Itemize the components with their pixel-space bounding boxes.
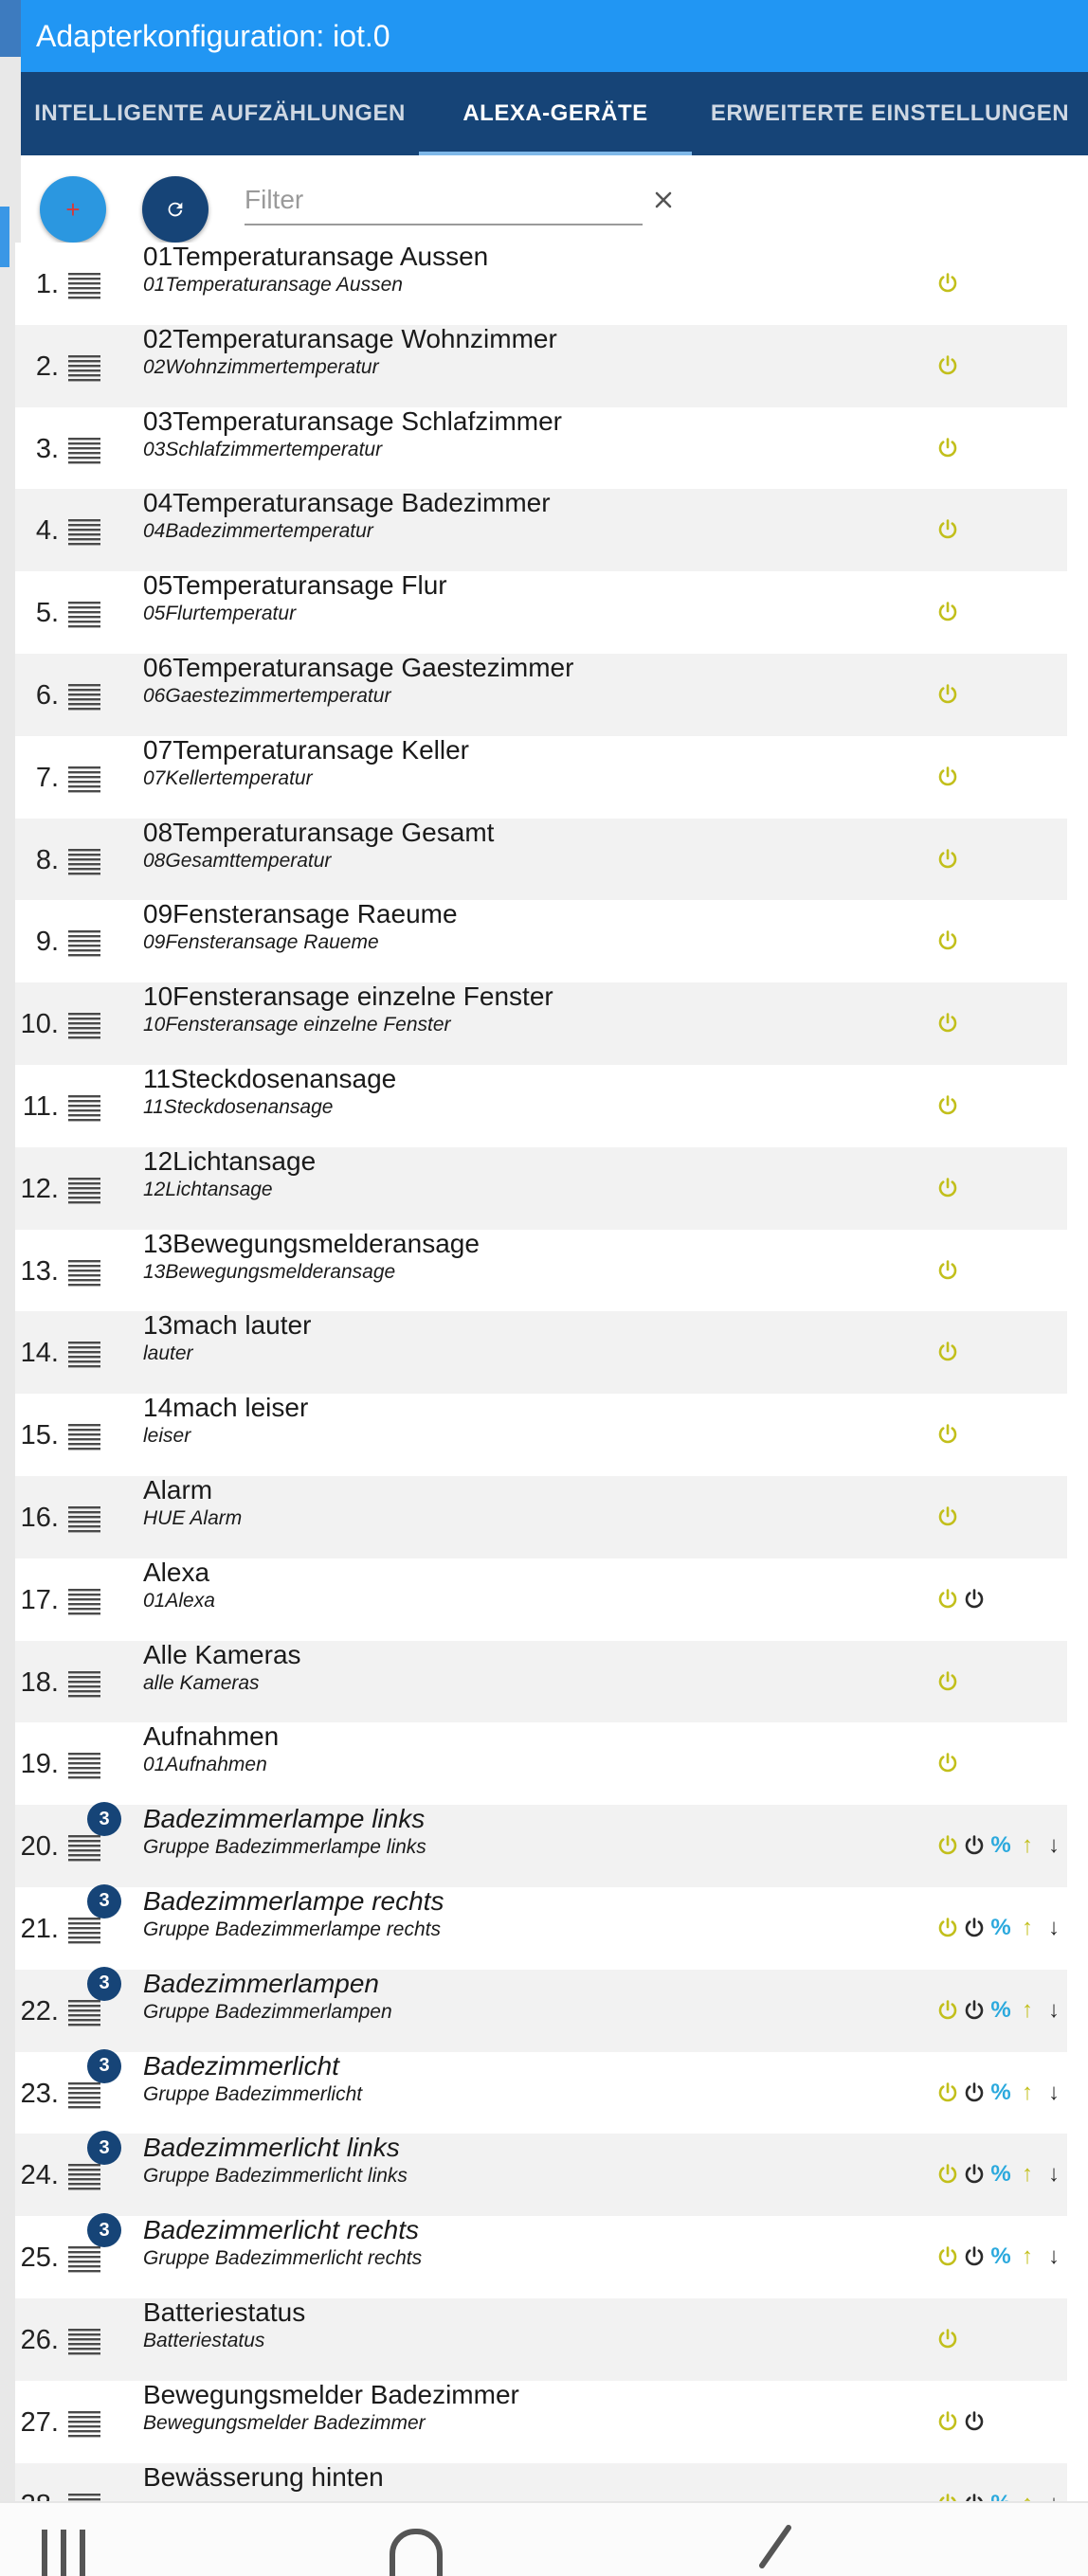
- drag-handle-icon[interactable]: [66, 353, 102, 382]
- power-on-button[interactable]: [934, 1832, 961, 1859]
- device-action-icons: [934, 2243, 1067, 2271]
- drag-handle-icon[interactable]: [66, 2409, 102, 2438]
- power-on-button[interactable]: [934, 599, 961, 625]
- row-number: 17.: [20, 1584, 59, 1615]
- power-on-button[interactable]: [934, 1915, 961, 1941]
- back-icon[interactable]: [735, 2513, 802, 2576]
- device-description: leiser: [143, 1425, 191, 1448]
- percent-icon[interactable]: %: [990, 2243, 1011, 2270]
- power-on-button[interactable]: [934, 1504, 961, 1530]
- device-action-icons: [934, 1585, 988, 1613]
- android-navigation-bar: [0, 2501, 1088, 2576]
- row-number: 18.: [20, 1666, 59, 1698]
- device-action-icons: [934, 2079, 1067, 2107]
- row-number: 7.: [35, 762, 59, 793]
- dialog-titlebar: [21, 0, 1088, 72]
- drag-handle-icon[interactable]: [66, 436, 102, 464]
- power-on-button[interactable]: [934, 681, 961, 708]
- device-name[interactable]: 08Temperaturansage Gesamt: [143, 817, 495, 847]
- row-number: 1.: [35, 269, 59, 299]
- device-description: 12Lichtansage: [143, 1178, 273, 1200]
- dialog-title: Adapterkonfiguration: iot.0: [36, 18, 390, 53]
- device-action-icons: [934, 1091, 961, 1120]
- power-on-icon[interactable]: [936, 1094, 959, 1117]
- device-row[interactable]: [15, 2216, 1067, 2298]
- group-count-badge: 3: [87, 2131, 121, 2165]
- device-action-icons: [934, 1256, 961, 1285]
- drag-handle-icon[interactable]: [66, 1916, 102, 1944]
- power-off-icon[interactable]: [963, 1834, 986, 1857]
- device-row[interactable]: [15, 325, 1067, 407]
- percent-icon[interactable]: %: [990, 2161, 1011, 2188]
- device-row[interactable]: [15, 489, 1067, 571]
- row-number: 9.: [35, 927, 59, 958]
- row-number: 2.: [35, 351, 59, 382]
- power-on-button[interactable]: [934, 352, 961, 379]
- percent-icon[interactable]: %: [990, 1996, 1011, 2023]
- device-name[interactable]: Aufnahmen: [143, 1721, 280, 1752]
- device-action-icons: [934, 351, 961, 380]
- drag-handle-icon[interactable]: [66, 517, 102, 546]
- device-description: 01Alexa: [143, 1589, 215, 1612]
- power-on-button[interactable]: [934, 1421, 961, 1448]
- power-on-icon[interactable]: [936, 1341, 959, 1363]
- drag-handle-icon[interactable]: [66, 1176, 102, 1204]
- row-number: 3.: [35, 433, 59, 464]
- power-on-icon[interactable]: [936, 1177, 959, 1199]
- row-number: 15.: [20, 1420, 59, 1451]
- drag-handle-icon[interactable]: [66, 1669, 102, 1698]
- device-name[interactable]: 07Temperaturansage Keller: [143, 734, 469, 765]
- power-on-button[interactable]: [934, 2326, 961, 2352]
- device-name[interactable]: Badezimmerlicht rechts: [143, 2215, 419, 2245]
- arrow-up-icon[interactable]: ↑: [1022, 2243, 1033, 2270]
- tab-smart-enums[interactable]: [21, 72, 419, 155]
- refresh-button[interactable]: [142, 176, 209, 243]
- power-on-icon[interactable]: [936, 1834, 959, 1857]
- device-description: 11Steckdosenansage: [143, 1095, 334, 1118]
- recent-apps-icon[interactable]: [38, 2513, 91, 2576]
- drag-handle-icon[interactable]: [66, 1998, 102, 2027]
- row-number: 16.: [20, 1502, 59, 1533]
- power-off-icon[interactable]: [963, 1917, 986, 1939]
- power-on-button[interactable]: [934, 1586, 961, 1612]
- device-row[interactable]: [15, 1147, 1067, 1230]
- background-selection-marker: [0, 207, 9, 267]
- power-on-icon[interactable]: [936, 437, 959, 459]
- power-on-icon[interactable]: [936, 2245, 959, 2268]
- tab-bar: [21, 72, 1088, 155]
- device-action-icons: [934, 1831, 1067, 1860]
- device-description: 06Gaestezimmertemperatur: [143, 684, 391, 707]
- tab-alexa-devices[interactable]: [419, 72, 692, 155]
- device-row[interactable]: [15, 571, 1067, 654]
- row-number: 4.: [35, 515, 59, 547]
- power-on-button[interactable]: [934, 1997, 961, 2024]
- percent-icon[interactable]: %: [990, 1832, 1011, 1859]
- refresh-icon: [165, 199, 186, 220]
- row-number: 23.: [20, 2078, 59, 2109]
- device-name[interactable]: 01Temperaturansage Aussen: [143, 242, 489, 271]
- device-name[interactable]: Alarm: [143, 1474, 213, 1504]
- power-on-icon[interactable]: [936, 354, 959, 377]
- device-action-icons: [934, 845, 961, 874]
- power-on-button[interactable]: [934, 1750, 961, 1776]
- device-row[interactable]: [15, 982, 1067, 1065]
- device-description: Gruppe Badezimmerlicht rechts: [143, 2247, 423, 2270]
- device-action-icons: [934, 269, 961, 297]
- percent-icon[interactable]: %: [990, 1914, 1011, 1940]
- device-row[interactable]: [15, 1722, 1067, 1805]
- tab-label: ALEXA-GERÄTE: [462, 100, 648, 126]
- row-number: 8.: [35, 844, 59, 875]
- device-name[interactable]: 04Temperaturansage Badezimmer: [143, 488, 551, 518]
- row-number: 6.: [35, 679, 59, 711]
- device-row[interactable]: [15, 1805, 1067, 1887]
- arrow-up-icon[interactable]: ↑: [1022, 1832, 1033, 1859]
- device-row[interactable]: [15, 2052, 1067, 2135]
- row-number: 19.: [20, 1749, 59, 1780]
- device-row[interactable]: [15, 654, 1067, 736]
- power-off-button[interactable]: [961, 1832, 988, 1859]
- power-on-button[interactable]: [934, 516, 961, 543]
- device-action-icons: [934, 1009, 961, 1037]
- power-off-button[interactable]: [961, 2243, 988, 2270]
- power-on-button[interactable]: [934, 764, 961, 790]
- device-name[interactable]: Badezimmerlampe rechts: [143, 1885, 444, 1916]
- percent-icon[interactable]: %: [990, 2079, 1011, 2105]
- row-number: 21.: [20, 1913, 59, 1944]
- device-description: 02Wohnzimmertemperatur: [143, 355, 379, 378]
- tab-label: INTELLIGENTE AUFZÄHLUNGEN: [34, 100, 406, 126]
- device-name[interactable]: Alexa: [143, 1557, 210, 1587]
- drag-handle-icon[interactable]: [66, 1833, 102, 1862]
- power-on-button[interactable]: [934, 1257, 961, 1284]
- power-on-button[interactable]: [934, 2408, 961, 2435]
- device-action-icons: [934, 598, 961, 626]
- group-count-badge: 3: [87, 2049, 121, 2083]
- power-on-button[interactable]: [934, 270, 961, 297]
- device-name[interactable]: 03Temperaturansage Schlafzimmer: [143, 405, 562, 436]
- power-on-button[interactable]: [934, 1339, 961, 1365]
- device-name[interactable]: Batteriestatus: [143, 2297, 306, 2327]
- power-off-icon[interactable]: [963, 2245, 986, 2268]
- device-action-icons: [934, 1667, 961, 1696]
- drag-handle-icon[interactable]: [66, 2244, 102, 2273]
- clear-filter-button[interactable]: [644, 176, 682, 224]
- device-action-icons: [934, 1174, 961, 1202]
- device-row[interactable]: [15, 819, 1067, 901]
- drag-handle-icon[interactable]: [66, 928, 102, 957]
- power-on-icon[interactable]: [936, 1505, 959, 1528]
- power-off-icon[interactable]: [963, 1588, 986, 1611]
- row-number: 20.: [20, 1831, 59, 1863]
- row-number: 13.: [20, 1255, 59, 1287]
- close-icon: [654, 190, 673, 209]
- device-action-icons: [934, 927, 961, 955]
- power-on-button[interactable]: [934, 846, 961, 873]
- device-action-icons: [934, 1996, 1067, 2025]
- device-row[interactable]: [15, 1641, 1067, 1723]
- device-action-icons: [934, 434, 961, 462]
- device-description: 09Fensteransage Raueme: [143, 931, 379, 954]
- power-off-button[interactable]: [961, 2408, 988, 2435]
- drag-handle-icon[interactable]: [66, 600, 102, 628]
- arrow-down-icon[interactable]: ↓: [1048, 1914, 1060, 1940]
- drag-handle-icon[interactable]: [66, 1340, 102, 1368]
- filter-input[interactable]: [245, 176, 643, 225]
- arrow-up-icon[interactable]: ↑: [1022, 1996, 1033, 2023]
- drag-handle-icon[interactable]: [66, 2327, 102, 2355]
- power-on-button[interactable]: [934, 1010, 961, 1036]
- power-off-button[interactable]: [961, 1586, 988, 1612]
- device-description: Gruppe Badezimmerlicht: [143, 2082, 363, 2105]
- device-description: 08Gesamttemperatur: [143, 849, 332, 872]
- device-name[interactable]: 13mach lauter: [143, 1310, 312, 1341]
- row-number: 24.: [20, 2160, 59, 2191]
- device-name[interactable]: 09Fensteransage Raeume: [143, 899, 458, 929]
- background-header: [0, 0, 21, 57]
- device-description: 03Schlafzimmertemperatur: [143, 438, 383, 460]
- power-on-button[interactable]: [934, 928, 961, 954]
- power-on-icon[interactable]: [936, 848, 959, 871]
- drag-handle-icon[interactable]: [66, 2081, 102, 2109]
- device-action-icons: [934, 1420, 961, 1449]
- power-on-button[interactable]: [934, 435, 961, 461]
- power-on-icon[interactable]: [936, 601, 959, 623]
- device-list: [15, 243, 1067, 2545]
- device-name[interactable]: 11Steckdosenansage: [143, 1063, 397, 1093]
- arrow-up-icon[interactable]: ↑: [1022, 1914, 1033, 1940]
- power-on-icon[interactable]: [936, 1670, 959, 1693]
- arrow-down-icon[interactable]: ↓: [1048, 2161, 1060, 2188]
- drag-handle-icon[interactable]: [66, 847, 102, 875]
- device-row[interactable]: [15, 1970, 1067, 2052]
- power-off-icon[interactable]: [963, 2081, 986, 2104]
- device-name[interactable]: Badezimmerlicht links: [143, 2133, 400, 2163]
- device-action-icons: [934, 1338, 961, 1366]
- power-off-icon[interactable]: [963, 2163, 986, 2186]
- power-on-button[interactable]: [934, 1092, 961, 1119]
- device-action-icons: [934, 1749, 961, 1777]
- device-description: 04Badezimmertemperatur: [143, 520, 373, 543]
- power-on-icon[interactable]: [936, 2163, 959, 2186]
- device-name[interactable]: Badezimmerlampen: [143, 1968, 379, 1998]
- device-name[interactable]: Bewegungsmelder Badezimmer: [143, 2379, 519, 2409]
- tab-extended-settings[interactable]: [692, 72, 1088, 155]
- device-name[interactable]: Bewässerung hinten: [143, 2461, 384, 2492]
- device-description: Batteriestatus: [143, 2329, 265, 2351]
- row-number: 10.: [20, 1009, 59, 1040]
- device-row[interactable]: [15, 1558, 1067, 1641]
- device-description: 01Temperaturansage Aussen: [143, 274, 403, 296]
- arrow-up-icon[interactable]: ↑: [1022, 2079, 1033, 2105]
- device-description: HUE Alarm: [143, 1506, 243, 1529]
- device-description: Gruppe Badezimmerlicht links: [143, 2165, 408, 2188]
- drag-handle-icon[interactable]: [66, 1751, 102, 1779]
- device-description: 05Flurtemperatur: [143, 603, 297, 625]
- power-off-button[interactable]: [961, 1915, 988, 1941]
- row-number: 27.: [20, 2406, 59, 2438]
- device-description: 01Aufnahmen: [143, 1754, 267, 1776]
- power-on-icon[interactable]: [936, 1588, 959, 1611]
- group-count-badge: 3: [87, 2213, 121, 2247]
- device-row[interactable]: [15, 1230, 1067, 1312]
- device-action-icons: [934, 763, 961, 791]
- device-row[interactable]: [15, 1887, 1067, 1970]
- power-on-icon[interactable]: [936, 518, 959, 541]
- device-name[interactable]: 05Temperaturansage Flur: [143, 570, 447, 601]
- drag-handle-icon[interactable]: [66, 1011, 102, 1039]
- device-description: Gruppe Badezimmerlampe links: [143, 1836, 426, 1859]
- device-description: lauter: [143, 1342, 193, 1365]
- device-row[interactable]: [15, 1065, 1067, 1147]
- device-row[interactable]: [15, 1311, 1067, 1394]
- device-action-icons: [934, 515, 961, 544]
- power-on-button[interactable]: [934, 2161, 961, 2188]
- row-number: 12.: [20, 1173, 59, 1204]
- device-row[interactable]: [15, 2381, 1067, 2463]
- drag-handle-icon[interactable]: [66, 682, 102, 711]
- power-on-icon[interactable]: [936, 929, 959, 952]
- arrow-down-icon[interactable]: ↓: [1048, 1832, 1060, 1859]
- device-description: 10Fensteransage einzelne Fenster: [143, 1014, 451, 1036]
- power-on-icon[interactable]: [936, 2410, 959, 2433]
- device-row[interactable]: [15, 2134, 1067, 2216]
- row-number: 14.: [20, 1338, 59, 1369]
- power-on-icon[interactable]: [936, 1423, 959, 1446]
- device-description: alle Kameras: [143, 1671, 260, 1694]
- power-on-icon[interactable]: [936, 766, 959, 788]
- power-on-button[interactable]: [934, 1668, 961, 1695]
- drag-handle-icon[interactable]: [66, 1093, 102, 1122]
- power-off-icon[interactable]: [963, 2410, 986, 2433]
- group-count-badge: 3: [87, 1967, 121, 2001]
- device-name[interactable]: Badezimmerlicht: [143, 2050, 339, 2081]
- row-number: 11.: [22, 1090, 59, 1122]
- device-name[interactable]: 06Temperaturansage Gaestezimmer: [143, 652, 574, 682]
- group-count-badge: 3: [87, 1884, 121, 1918]
- drag-handle-icon[interactable]: [66, 2162, 102, 2190]
- device-name[interactable]: Badezimmerlampe links: [143, 1804, 426, 1834]
- power-on-button[interactable]: [934, 2080, 961, 2106]
- device-description: Gruppe Badezimmerlampe rechts: [143, 1918, 441, 1940]
- row-number: 26.: [20, 2324, 59, 2355]
- power-on-button[interactable]: [934, 1175, 961, 1201]
- device-description: 13Bewegungsmelderansage: [143, 1260, 396, 1283]
- device-name[interactable]: 10Fensteransage einzelne Fenster: [143, 982, 553, 1012]
- drag-handle-icon[interactable]: [66, 765, 102, 793]
- device-description: Bewegungsmelder Badezimmer: [143, 2411, 426, 2434]
- power-on-icon[interactable]: [936, 1999, 959, 2022]
- device-description: Gruppe Badezimmerlampen: [143, 2000, 392, 2023]
- drag-handle-icon[interactable]: [66, 1422, 102, 1450]
- device-description: 07Kellertemperatur: [143, 766, 313, 789]
- drag-handle-icon[interactable]: [66, 1504, 102, 1533]
- device-action-icons: [934, 2407, 988, 2436]
- power-off-button[interactable]: [961, 2080, 988, 2106]
- tab-label: ERWEITERTE EINSTELLUNGEN: [710, 100, 1070, 126]
- device-row[interactable]: [15, 900, 1067, 982]
- device-action-icons: [934, 2160, 1067, 2189]
- drag-handle-icon[interactable]: [66, 1258, 102, 1287]
- device-name[interactable]: 02Temperaturansage Wohnzimmer: [143, 323, 557, 353]
- power-off-button[interactable]: [961, 1997, 988, 2024]
- arrow-down-icon[interactable]: ↓: [1048, 1996, 1060, 2023]
- home-icon[interactable]: [383, 2513, 459, 2576]
- device-row[interactable]: [15, 1476, 1067, 1558]
- device-row[interactable]: [15, 407, 1067, 490]
- device-row[interactable]: [15, 736, 1067, 819]
- power-on-icon[interactable]: [936, 2081, 959, 2104]
- row-number: 25.: [20, 2243, 59, 2274]
- arrow-down-icon[interactable]: ↓: [1048, 2243, 1060, 2270]
- power-on-icon[interactable]: [936, 683, 959, 706]
- device-row[interactable]: [15, 2298, 1067, 2381]
- row-number: 22.: [20, 1995, 59, 2027]
- power-on-icon[interactable]: [936, 1012, 959, 1035]
- add-device-button[interactable]: [40, 176, 106, 243]
- plus-icon: +: [65, 194, 81, 224]
- device-row[interactable]: [15, 1394, 1067, 1476]
- group-count-badge: 3: [87, 1802, 121, 1836]
- arrow-down-icon[interactable]: ↓: [1048, 2079, 1060, 2105]
- power-on-icon[interactable]: [936, 1752, 959, 1774]
- device-name[interactable]: Alle Kameras: [143, 1639, 301, 1669]
- device-row[interactable]: [15, 243, 1067, 325]
- power-off-button[interactable]: [961, 2161, 988, 2188]
- device-action-icons: [934, 1914, 1067, 1942]
- power-on-icon[interactable]: [936, 2328, 959, 2351]
- device-name[interactable]: 14mach leiser: [143, 1393, 309, 1423]
- power-on-icon[interactable]: [936, 1917, 959, 1939]
- row-number: 5.: [35, 598, 59, 629]
- device-action-icons: [934, 2325, 961, 2353]
- drag-handle-icon[interactable]: [66, 271, 102, 299]
- power-on-button[interactable]: [934, 2243, 961, 2270]
- arrow-up-icon[interactable]: ↑: [1022, 2161, 1033, 2188]
- power-off-icon[interactable]: [963, 1999, 986, 2022]
- drag-handle-icon[interactable]: [66, 1587, 102, 1615]
- device-action-icons: [934, 1503, 961, 1531]
- device-name[interactable]: 12Lichtansage: [143, 1145, 317, 1176]
- power-on-icon[interactable]: [936, 272, 959, 295]
- power-on-icon[interactable]: [936, 1259, 959, 1282]
- device-action-icons: [934, 680, 961, 709]
- device-name[interactable]: 13Bewegungsmelderansage: [143, 1228, 480, 1258]
